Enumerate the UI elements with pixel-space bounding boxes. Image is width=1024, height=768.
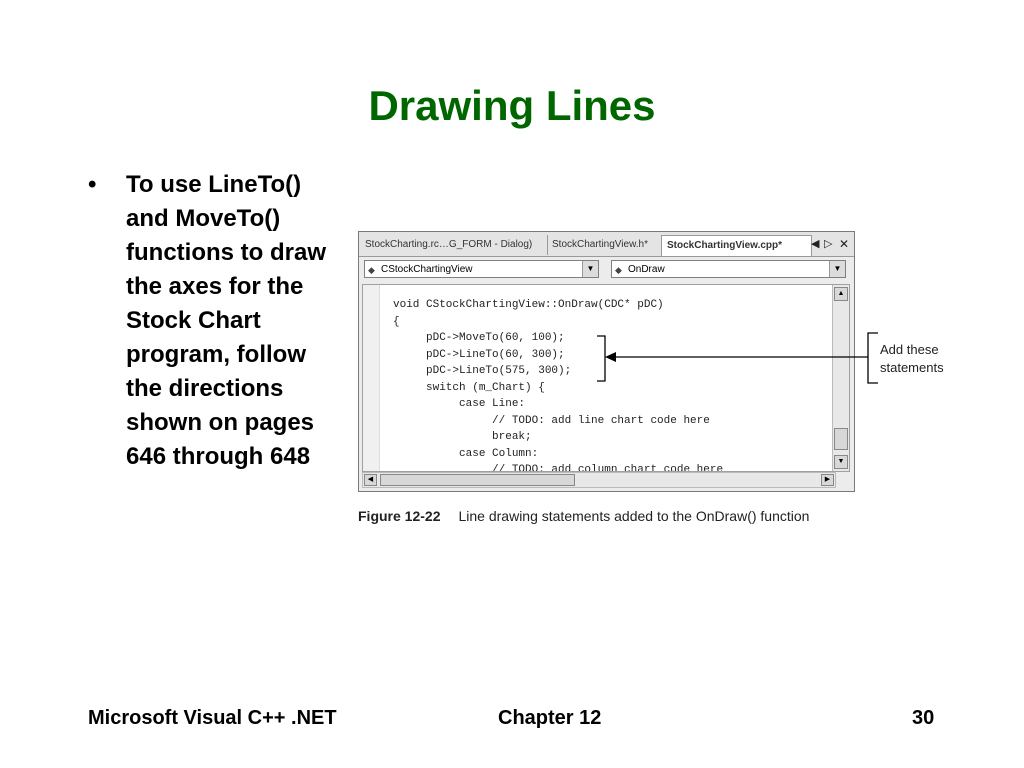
tab-scroll-right-icon[interactable]: ▷ [824,238,833,250]
ide-screenshot-figure [358,231,855,492]
callout-label [880,341,970,377]
chevron-down-icon[interactable]: ▼ [582,261,598,277]
bullet-item: • To use LineTo() and MoveTo() functions to draw the axes for the Stock Chart program, follow the directions shown on pages 646 through 648 [88,168,348,474]
editor-margin [363,285,380,471]
scroll-up-icon[interactable]: ▲ [834,287,848,301]
code-line: break; [393,431,532,443]
code-line: // TODO: add column chart code here [393,464,724,472]
scroll-left-icon[interactable]: ◀ [364,474,377,486]
bullet-list [88,168,348,474]
code-line: { [393,315,400,328]
close-tab-icon[interactable]: ✕ [839,237,850,251]
code-editor[interactable] [362,284,850,472]
method-icon: ◆ [615,265,622,275]
footer-chapter: Chapter 12 [498,707,602,729]
footer-page-number: 30 [912,707,935,729]
vertical-scrollbar[interactable] [832,285,849,471]
figure-number: Figure 12-22 [358,508,441,524]
figure-caption-text: Line drawing statements added to the OnDraw() function [458,508,810,524]
horizontal-scrollbar[interactable] [362,472,836,488]
slide-title: Drawing Lines [368,82,656,129]
figure-caption [358,508,809,524]
callout-line-2: statements [880,360,944,375]
code-line: switch (m_Chart) { [393,381,545,394]
callout-line-1: Add these [880,342,939,357]
class-icon: ◆ [368,265,375,275]
code-lines [393,297,723,472]
class-dropdown[interactable] [364,260,599,278]
code-line: case Column: [393,447,539,460]
horizontal-scroll-thumb[interactable] [380,474,575,486]
scroll-right-icon[interactable]: ▶ [821,474,834,486]
code-line: void CStockChartingView::OnDraw(CDC* pDC) [393,299,664,311]
code-line: pDC->LineTo(575, 300); [393,365,572,377]
chevron-down-icon[interactable]: ▼ [829,261,845,277]
code-line: pDC->MoveTo(60, 100); [393,332,565,344]
tab-stockchartingview-h[interactable]: StockChartingView.h* [547,235,664,255]
tab-stockchartingview-cpp[interactable]: StockChartingView.cpp* [661,235,812,256]
class-dropdown-value: CStockChartingView [381,264,473,275]
method-dropdown[interactable] [611,260,846,278]
method-dropdown-value: OnDraw [628,264,665,275]
code-line: case Line: [393,398,526,410]
code-line: // TODO: add line chart code here [393,414,710,427]
tab-scroll-left-icon[interactable]: ◀ [811,238,820,250]
editor-tab-strip [359,232,854,257]
vertical-scroll-thumb[interactable] [834,428,848,450]
footer-course-title: Microsoft Visual C++ .NET [88,707,337,729]
code-line: pDC->LineTo(60, 300); [393,348,565,361]
scroll-down-icon[interactable]: ▼ [834,455,848,469]
tab-stockcharting-rc[interactable]: StockCharting.rc…G_FORM - Dialog) [365,239,533,250]
